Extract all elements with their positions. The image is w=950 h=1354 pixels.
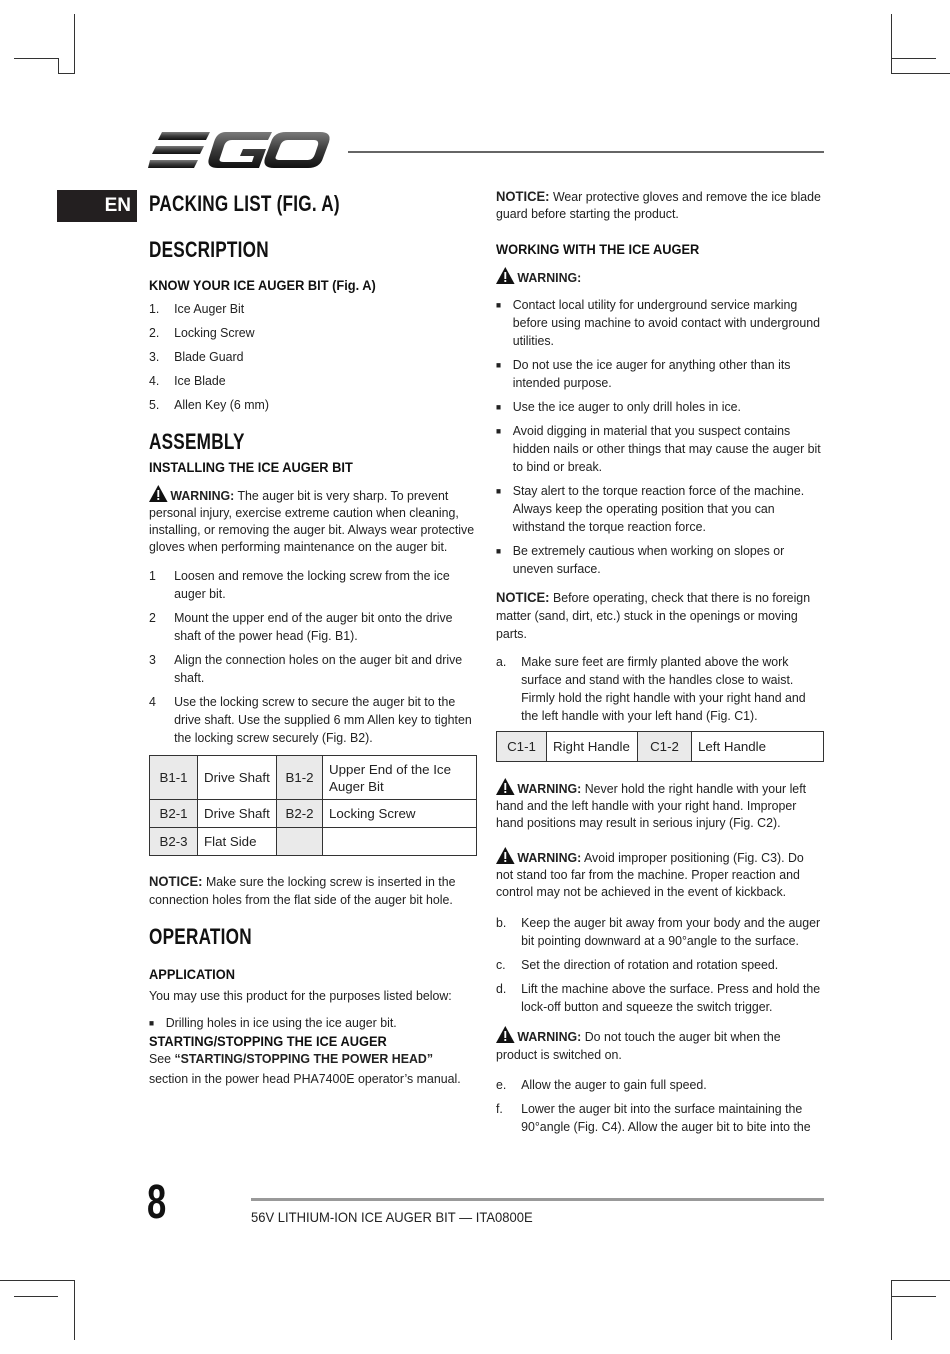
warning-heading: WARNING: xyxy=(496,267,822,286)
starting-stopping-text: See “STARTING/STOPPING THE POWER HEAD” section in the power head PHA7400E operator’s manual. xyxy=(149,1051,461,1086)
footer-title: 56V LITHIUM-ION ICE AUGER BIT — ITA0800E xyxy=(251,1209,533,1225)
starting-stopping-heading: STARTING/STOPPING THE ICE AUGER xyxy=(149,1034,387,1049)
list-item: ■ Contact local utility for underground service marking before using machine to avoid contact with underground utilities. xyxy=(496,297,821,348)
notice-paragraph: NOTICE: Before operating, check that there is no foreign matter (sand, dirt, etc.) stuck in the openings or moving parts. xyxy=(496,589,811,641)
header-rule xyxy=(348,151,824,153)
notice-paragraph: NOTICE: Wear protective gloves and remove the ice blade guard before starting the product. xyxy=(496,188,821,221)
list-item: 2. Locking Screw xyxy=(149,325,255,340)
working-heading: WORKING WITH THE ICE AUGER xyxy=(496,242,700,257)
table-row: B2-1 Drive Shaft B2-2 Locking Screw xyxy=(150,800,477,828)
list-item: ■ Drilling holes in ice using the ice auger bit. xyxy=(149,1015,397,1030)
list-item: 4 Use the locking screw to secure the auger bit to the drive shaft. Use the supplied 6 mm Allen key to tighten the locking screw securely (Fig. B2). xyxy=(149,694,472,745)
list-item: 4. Ice Blade xyxy=(149,373,226,388)
list-item: ■ Avoid digging in material that you suspect contains hidden nails or other things that may cause the auger bit to bind or break. xyxy=(496,423,821,474)
list-item: a. Make sure feet are firmly planted above the work surface and stand with the handles close to waist. Firmly hold the right handle with your right hand and the left handle with your left hand (Fig. C1). xyxy=(496,654,806,723)
crop-mark xyxy=(891,73,950,74)
warning-paragraph: WARNING: The auger bit is very sharp. To prevent personal injury, exercise extreme caution when cleaning, installing, or removing the auger bit. Always wear protective gloves when performing maintenance on the auger bit. xyxy=(149,485,475,555)
steps-ef xyxy=(496,1076,824,1136)
parts-table-c xyxy=(496,731,824,762)
warning-icon xyxy=(496,847,515,864)
crop-mark xyxy=(58,58,59,74)
warning-paragraph: WARNING: Avoid improper positioning (Fig. C3). Do not stand too far from the machine. Proper reaction and control may not be achieved in the event of kickback. xyxy=(496,847,822,900)
crop-mark xyxy=(892,58,936,59)
crop-mark xyxy=(14,1296,58,1297)
warning-icon xyxy=(496,778,515,795)
list-item: d. Lift the machine above the surface. Press and hold the lock-off button and squeeze the switch trigger. xyxy=(496,981,821,1014)
list-item: f. Lower the auger bit into the surface maintaining the 90°angle (Fig. C4). Allow the auger bit to bite into the xyxy=(496,1101,811,1134)
footer-rule xyxy=(251,1198,824,1201)
warning-bullets xyxy=(496,296,824,578)
installing-heading: INSTALLING THE ICE AUGER BIT xyxy=(149,460,353,475)
list-item: 3 Align the connection holes on the auger bit and drive shaft. xyxy=(149,652,463,685)
crop-mark xyxy=(74,14,75,74)
steps-bcd xyxy=(496,914,824,1016)
language-tab: EN xyxy=(57,190,137,222)
crop-mark xyxy=(74,1280,75,1340)
warning-icon xyxy=(149,485,168,502)
install-steps xyxy=(149,567,477,747)
application-heading: APPLICATION xyxy=(149,967,235,982)
right-column xyxy=(496,188,824,1142)
assembly-heading: ASSEMBLY xyxy=(149,429,245,454)
know-your-bit-heading: KNOW YOUR ICE AUGER BIT (Fig. A) xyxy=(149,278,376,293)
list-item: e. Allow the auger to gain full speed. xyxy=(496,1077,707,1092)
table-row: C1-1 Right Handle C1-2 Left Handle xyxy=(497,732,824,762)
page-number: 8 xyxy=(147,1176,167,1229)
parts-table-b xyxy=(149,755,477,856)
crop-mark xyxy=(891,1280,950,1281)
crop-mark xyxy=(0,1280,75,1281)
description-heading: DESCRIPTION xyxy=(149,237,269,262)
application-text: You may use this product for the purposes listed below: xyxy=(149,988,452,1003)
packing-list-heading: PACKING LIST (FIG. A) xyxy=(149,191,340,216)
left-column xyxy=(149,188,477,1089)
list-item: ■ Stay alert to the torque reaction force of the machine. Always keep the operating position that you can withstand the torque reaction force. xyxy=(496,483,805,534)
list-item: 1. Ice Auger Bit xyxy=(149,301,245,316)
list-item: 5. Allen Key (6 mm) xyxy=(149,397,269,412)
list-item: b. Keep the auger bit away from your body and the auger bit pointing downward at a 90°angle to the surface. xyxy=(496,915,821,948)
crop-mark xyxy=(891,14,892,74)
crop-mark xyxy=(14,58,58,59)
table-row: B2-3 Flat Side xyxy=(150,828,477,856)
crop-mark xyxy=(891,1280,892,1340)
list-item: c. Set the direction of rotation and rotation speed. xyxy=(496,957,779,972)
list-item: ■ Do not use the ice auger for anything other than its intended purpose. xyxy=(496,357,791,390)
list-item: 1 Loosen and remove the locking screw from the ice auger bit. xyxy=(149,568,450,601)
table-row: B1-1 Drive Shaft B1-2 Upper End of the Ice Auger Bit xyxy=(150,756,477,800)
operation-heading: OPERATION xyxy=(149,924,252,949)
list-item: ■ Be extremely cautious when working on slopes or uneven surface. xyxy=(496,543,785,576)
warning-paragraph: WARNING: Do not touch the auger bit when the product is switched on. xyxy=(496,1026,822,1064)
warning-paragraph: WARNING: Never hold the right handle with your left hand and the left handle with your right hand. Improper hand positions may result in serious injury (Fig. C2). xyxy=(496,778,822,831)
warning-icon xyxy=(496,267,515,284)
notice-paragraph: NOTICE: Make sure the locking screw is inserted in the connection holes from the flat side of the auger bit hole. xyxy=(149,873,456,907)
ego-logo xyxy=(148,128,332,172)
crop-mark xyxy=(58,73,74,74)
list-item: ■ Use the ice auger to only drill holes in ice. xyxy=(496,399,741,414)
list-item: 3. Blade Guard xyxy=(149,349,244,364)
parts-list xyxy=(149,300,477,414)
warning-icon xyxy=(496,1026,515,1043)
crop-mark xyxy=(892,1296,936,1297)
list-item: 2 Mount the upper end of the auger bit onto the drive shaft of the power head (Fig. B1). xyxy=(149,610,453,643)
